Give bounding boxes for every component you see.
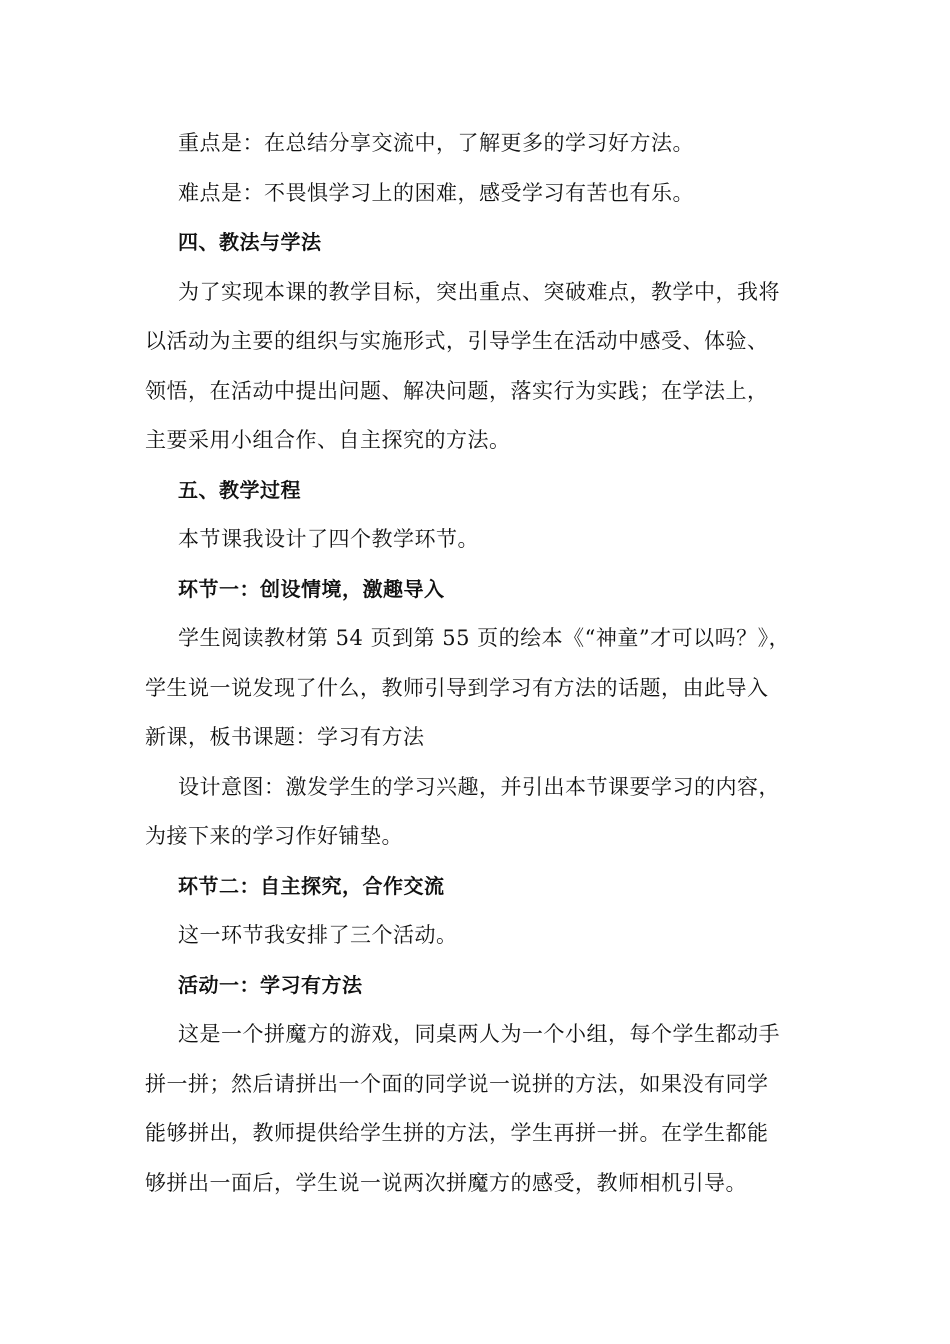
paragraph-line: 这是一个拼魔方的游戏，同桌两人为一个小组，每个学生都动手 [178, 1022, 780, 1046]
section-heading-teaching-process: 五、教学过程 [178, 477, 301, 502]
difficult-point-text: 难点是：不畏惧学习上的困难，感受学习有苦也有乐。 [178, 180, 694, 205]
paragraph-line: 拼一拼；然后请拼出一个面的同学说一说拼的方法，如果没有同学 [145, 1071, 769, 1096]
section-heading-teaching-methods: 四、教法与学法 [178, 230, 322, 254]
subheading-step-one: 环节一：创设情境，激趣导入 [178, 576, 445, 601]
paragraph-line: 主要采用小组合作、自主探究的方法。 [145, 428, 511, 452]
paragraph-line: 学生阅读教材第 54 页到第 55 页的绘本《“神童”才可以吗？》， [178, 626, 791, 650]
paragraph-line: 领悟，在活动中提出问题、解决问题，落实行为实践；在学法上， [145, 378, 769, 403]
paragraph-line: 学生说一说发现了什么，教师引导到学习有方法的话题，由此导入 [145, 675, 769, 700]
paragraph-line: 以活动为主要的组织与实施形式，引导学生在活动中感受、体验、 [145, 329, 769, 353]
key-point-text: 重点是：在总结分享交流中，了解更多的学习好方法。 [178, 131, 694, 155]
paragraph-line: 新课，板书课题：学习有方法 [145, 725, 425, 749]
paragraph-line: 够拼出一面后，学生说一说两次拼魔方的感受，教师相机引导。 [145, 1170, 747, 1195]
document-page [145, 125, 815, 1214]
paragraph-line: 设计意图：激发学生的学习兴趣，并引出本节课要学习的内容， [178, 774, 780, 799]
paragraph-line: 本节课我设计了四个教学环节。 [178, 527, 479, 551]
paragraph-line: 为了实现本课的教学目标，突出重点、突破难点，教学中，我将 [178, 279, 780, 304]
paragraph-line: 这一环节我安排了三个活动。 [178, 923, 458, 947]
subheading-activity-one: 活动一：学习有方法 [178, 972, 363, 997]
paragraph-line: 能够拼出，教师提供给学生拼的方法，学生再拼一拼。在学生都能 [145, 1121, 769, 1145]
subheading-step-two: 环节二：自主探究，合作交流 [178, 873, 445, 898]
paragraph-line: 为接下来的学习作好铺垫。 [145, 824, 403, 848]
